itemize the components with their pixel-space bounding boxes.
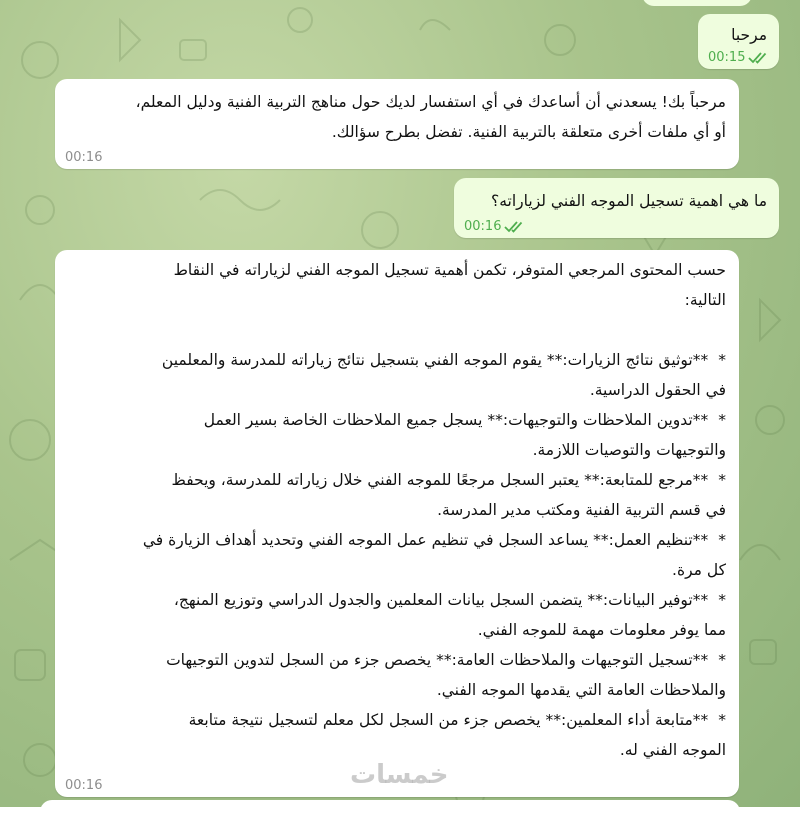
list-item-text: **تدوين الملاحظات والتوجيهات:** يسجل جميع الملاحظات الخاصة بسير العمل والتوجيهات والتوصيات اللازمة. xyxy=(203,411,726,459)
bullet-marker: * xyxy=(718,711,726,729)
bullet-marker: * xyxy=(718,531,726,549)
list-item xyxy=(68,405,726,465)
incoming-message[interactable] xyxy=(55,79,739,169)
list-item-text: **متابعة أداء المعلمين:** يخصص جزء من السجل لكل معلم لتسجيل نتيجة متابعة الموجه الفني له. xyxy=(188,711,726,759)
double-check-icon xyxy=(504,221,526,233)
list-item-text: **تسجيل التوجيهات والملاحظات العامة:** يخصص جزء من السجل لتدوين التوجيهات والملاحظات العامة التي يقدمها الموجه الفني. xyxy=(166,651,726,699)
list-item xyxy=(68,585,726,645)
message-time: 00:16 xyxy=(65,778,103,793)
message-text: مرحباً بك! يسعدني أن أساعدك في أي استفسار لديك حول مناهج التربية الفنية ودليل المعلم، أو أي ملفات أخرى متعلقة بالتربية الفنية. تفضل بطرح سؤالك. xyxy=(135,93,726,141)
message-meta xyxy=(464,219,526,234)
list-item xyxy=(68,465,726,525)
list-item xyxy=(68,345,726,405)
bullet-marker: * xyxy=(718,591,726,609)
bullet-marker: * xyxy=(718,651,726,669)
message-meta xyxy=(708,50,770,65)
next-message-edge xyxy=(40,800,740,820)
list-item xyxy=(68,645,726,705)
message-text: ما هي اهمية تسجيل الموجه الفني لزياراته؟ xyxy=(491,192,767,210)
list-item-text: **توثيق نتائج الزيارات:** يقوم الموجه الفني بتسجيل نتائج زياراته للمدرسة والمعلمين في الحقول الدراسية. xyxy=(161,351,726,399)
double-check-icon xyxy=(748,52,770,64)
message-meta xyxy=(65,150,102,165)
message-time: 00:15 xyxy=(708,50,746,65)
answer-intro: حسب المحتوى المرجعي المتوفر، تكمن أهمية تسجيل الموجه الفني لزياراته في النقاط التالية: xyxy=(173,261,726,309)
message-time: 00:16 xyxy=(65,150,103,165)
bullet-marker: * xyxy=(718,471,726,489)
previous-message-edge xyxy=(642,0,752,6)
list-item-text: **توفير البيانات:** يتضمن السجل بيانات المعلمين والجدول الدراسي وتوزيع المنهج، مما يوفر معلومات مهمة للموجه الفني. xyxy=(173,591,726,639)
list-item-text: **مرجع للمتابعة:** يعتبر السجل مرجعًا للموجه الفني خلال زياراته للمدرسة، ويحفظ في قسم التربية الفنية ومكتب مدير المدرسة. xyxy=(171,471,726,519)
list-item xyxy=(68,705,726,765)
answer-list xyxy=(68,345,726,765)
bullet-marker: * xyxy=(718,351,726,369)
watermark-logo: خمسات xyxy=(350,760,449,790)
bullet-marker: * xyxy=(718,411,726,429)
message-meta xyxy=(65,778,102,793)
incoming-message[interactable] xyxy=(55,250,739,797)
message-time: 00:16 xyxy=(464,219,502,234)
outgoing-message[interactable] xyxy=(698,14,779,69)
list-item xyxy=(68,525,726,585)
spacer xyxy=(68,315,726,345)
outgoing-message[interactable] xyxy=(454,178,779,238)
list-item-text: **تنظيم العمل:** يساعد السجل في تنظيم عمل الموجه الفني وتحديد أهداف الزيارة في كل مرة. xyxy=(142,531,726,579)
message-text: مرحبا xyxy=(731,26,767,44)
